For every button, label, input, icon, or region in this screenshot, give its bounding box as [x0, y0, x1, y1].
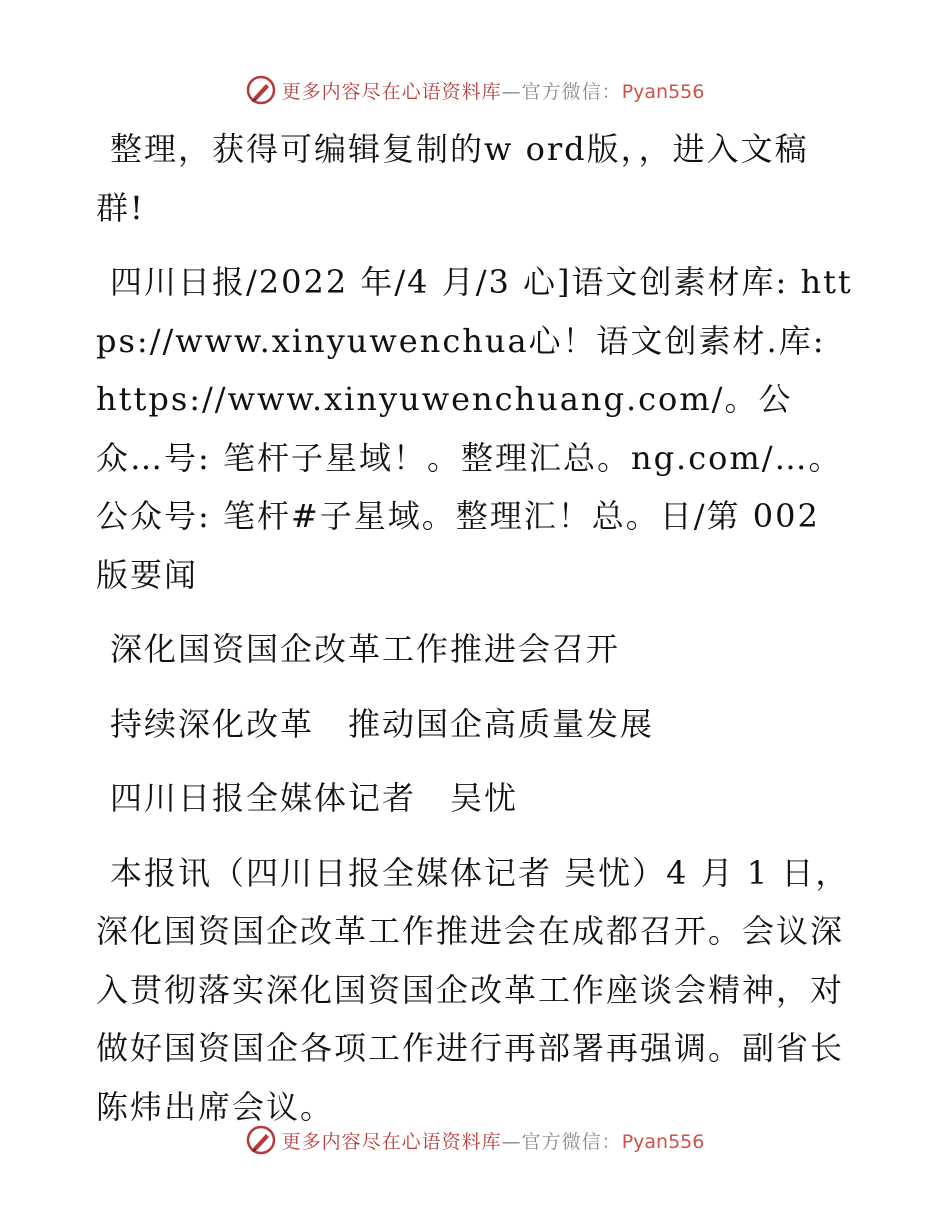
paragraph-lead: 本报讯（四川日报全媒体记者 吴忧）4 月 1 日，深化国资国企改革工作推进会在成都召开。会议深入贯彻落实深化国资国企改革工作座谈会精神，对做好国资国企各项工作进行再部署再强调。副省长陈炜出席会议。: [96, 853, 850, 1126]
banner-wechat-id: Pyan556: [621, 80, 705, 103]
banner-main-text: 更多内容尽在心语资料库: [281, 1130, 502, 1153]
paragraph-intro: 整理，获得可编辑复制的w ord版，，进入文稿群!: [96, 130, 809, 227]
banner-dash: —: [501, 80, 522, 103]
document-body: [96, 120, 856, 1136]
banner-dash: —: [501, 1130, 522, 1153]
banner-wechat-id: Pyan556: [621, 1130, 705, 1153]
byline: 四川日报全媒体记者 吴忧: [110, 779, 519, 817]
banner-wechat-label: 官方微信：: [521, 1130, 622, 1153]
pen-logo-icon: [246, 75, 276, 105]
banner-wechat-label: 官方微信：: [521, 80, 622, 103]
header-banner: [0, 70, 950, 110]
pen-logo-icon: [246, 1125, 276, 1155]
subheadline: 持续深化改革 推动国企高质量发展: [110, 704, 655, 743]
banner-text: [282, 1127, 705, 1154]
banner-text: [282, 77, 705, 104]
footer-banner: [0, 1120, 950, 1160]
paragraph-source: 四川日报/2022 年/4 月/3 心]语文创素材库: https://www.xinyuwenchua心！语文创素材.库: https://www.xinyuwenchuang.com/。公众…号: 笔杆子星域！。整理汇总。ng.com/…。公众号: 笔杆#子星域。整理汇！总。日/第 002 版要闻: [96, 263, 853, 594]
banner-main-text: 更多内容尽在心语资料库: [281, 80, 502, 103]
headline: 深化国资国企改革工作推进会召开: [110, 630, 621, 668]
